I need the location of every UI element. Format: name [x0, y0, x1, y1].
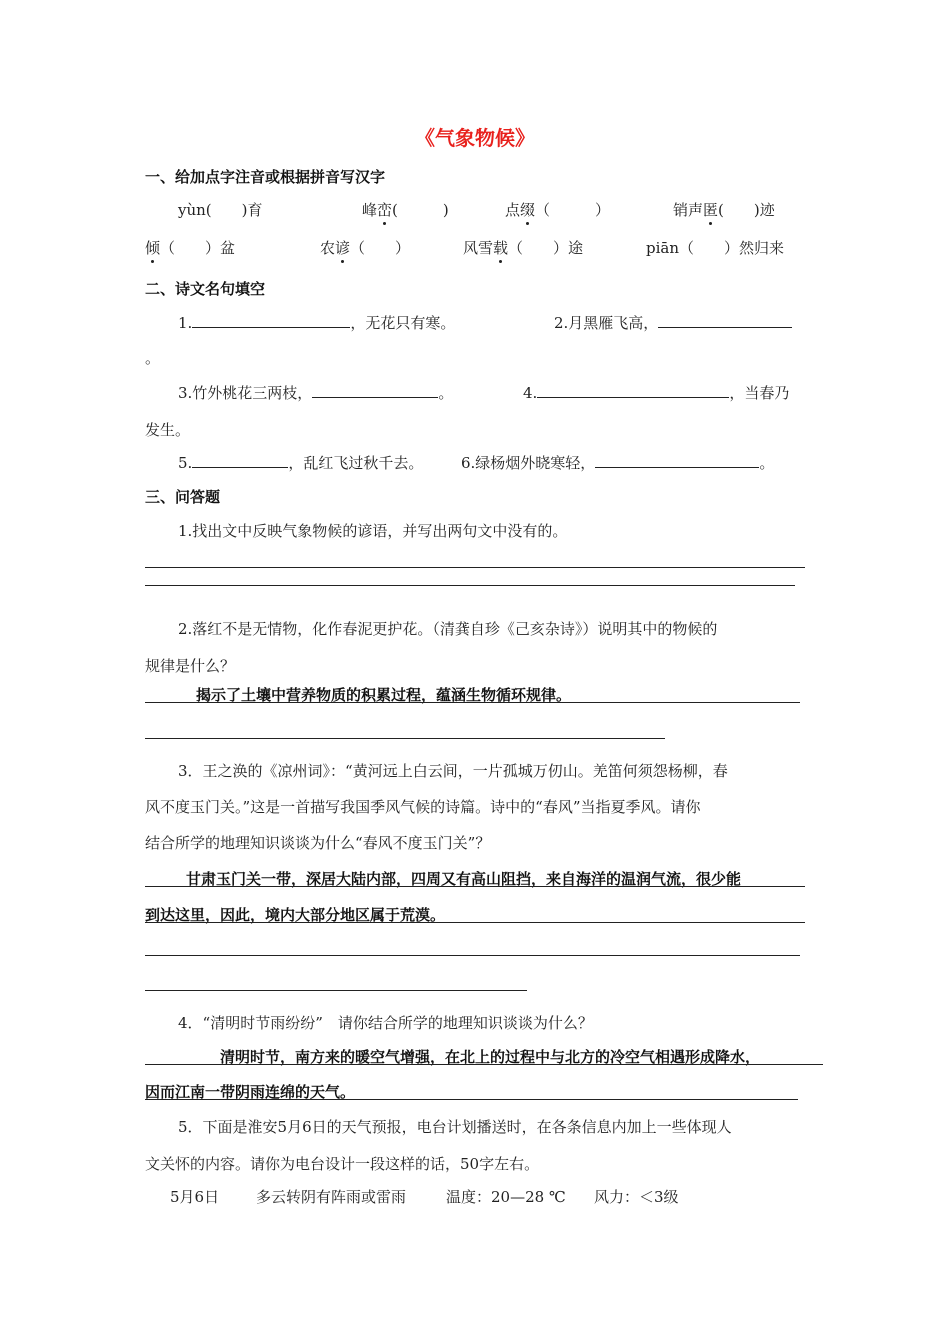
answer-line[interactable]: [145, 1064, 823, 1065]
qa-q2-line2: 规律是什么？: [145, 657, 236, 675]
pinyin-item-8: piān（ ）然归来: [646, 239, 785, 257]
worksheet-title: 《气象物候》: [415, 126, 535, 150]
answer-line[interactable]: [145, 922, 805, 923]
section1-heading: 一、给加点字注音或根据拼音写汉字: [145, 168, 386, 186]
qa-q3-line3: 结合所学的地理知识谈谈为什么“春风不度玉门关”？: [145, 834, 491, 852]
qa-q1: 1.找出文中反映气象物候的谚语，并写出两句文中没有的。: [178, 522, 568, 540]
poem-q5: 5. ，乱红飞过秋千去。: [178, 454, 424, 472]
qa-q3-line2: 风不度玉门关。”这是一首描写我国季风气候的诗篇。诗中的“春风”当指夏季风。请你: [145, 798, 701, 816]
dotted-char: 倾: [145, 239, 161, 257]
pinyin-item-1: yùn( )育: [178, 201, 263, 219]
answer-line[interactable]: [145, 990, 527, 991]
fill-blank[interactable]: [595, 453, 759, 468]
dotted-char: 谚: [335, 239, 351, 257]
pinyin-item-7: 风雪载（ ）途: [463, 239, 584, 257]
poem-q1: 1. ，无花只有寒。: [178, 314, 456, 332]
qa-q5-line1: 5．下面是淮安5月6日的天气预报，电台计划播送时，在各条信息内加上一些体现人: [178, 1118, 732, 1136]
fill-blank[interactable]: [192, 313, 350, 328]
qa-q3-line1: 3．王之涣的《凉州词》：“黄河远上白云间，一片孤城万仞山。羌笛何须怨杨柳，春: [178, 762, 728, 780]
fill-blank[interactable]: [192, 453, 288, 468]
fill-blank[interactable]: [312, 383, 438, 398]
qa-a3-line2: 到达这里，因此，境内大部分地区属于荒漠。: [145, 906, 446, 924]
fill-blank[interactable]: [537, 383, 729, 398]
forecast-date: 5月6日: [170, 1188, 220, 1206]
fill-blank[interactable]: [658, 313, 792, 328]
poem-q4: 4. ，当春乃: [523, 384, 790, 402]
pinyin-item-2: 峰峦( ): [362, 201, 449, 219]
dotted-char: 载: [493, 239, 509, 257]
poem-q2-end: 。: [145, 349, 161, 367]
answer-line[interactable]: [145, 585, 795, 586]
dotted-char: 缀: [520, 201, 536, 219]
qa-a2: 揭示了土壤中营养物质的积累过程，蕴涵生物循环规律。: [196, 686, 572, 704]
section3-heading: 三、问答题: [145, 488, 221, 506]
poem-q3: 3.竹外桃花三两枝， 。: [178, 384, 454, 402]
answer-line[interactable]: [145, 738, 665, 739]
poem-q4-cont: 发生。: [145, 421, 191, 439]
qa-a4-line2: 因而江南一带阴雨连绵的天气。: [145, 1083, 356, 1101]
qa-q5-line2: 文关怀的内容。请你为电台设计一段这样的话，50字左右。: [145, 1155, 540, 1173]
qa-q2-line1: 2.落红不是无情物，化作春泥更护花。（清龚自珍《己亥杂诗》）说明其中的物候的: [178, 620, 718, 638]
answer-line[interactable]: [145, 702, 800, 703]
pinyin-item-5: 倾（ ）盆: [145, 239, 236, 257]
pinyin-item-4: 销声匿( )迹: [673, 201, 775, 219]
answer-line[interactable]: [145, 567, 805, 568]
pinyin-item-6: 农谚（ ）: [320, 239, 411, 257]
forecast-wind: 风力：＜3级: [594, 1188, 679, 1206]
dotted-char: 匿: [703, 201, 719, 219]
forecast-temp: 温度：20—28 ℃: [446, 1188, 566, 1206]
section2-heading: 二、诗文名句填空: [145, 280, 266, 298]
dotted-char: 峦: [377, 201, 393, 219]
answer-line[interactable]: [145, 955, 800, 956]
poem-q2: 2.月黑雁飞高，: [554, 312, 792, 333]
answer-line[interactable]: [145, 1099, 798, 1100]
qa-a3-line1: 甘肃玉门关一带，深居大陆内部，四周又有高山阻挡，来自海洋的温润气流，很少能: [186, 870, 742, 888]
poem-q6: 6.绿杨烟外晓寒轻， 。: [461, 454, 775, 472]
pinyin-item-3: 点缀（ ）: [505, 201, 611, 219]
answer-line[interactable]: [145, 886, 805, 887]
forecast-weather: 多云转阴有阵雨或雷雨: [256, 1188, 407, 1206]
qa-q4: 4．“清明时节雨纷纷” 请你结合所学的地理知识谈谈为什么？: [178, 1014, 593, 1032]
qa-a4-line1: 清明时节，南方来的暖空气增强，在北上的过程中与北方的冷空气相遇形成降水，: [220, 1048, 761, 1066]
